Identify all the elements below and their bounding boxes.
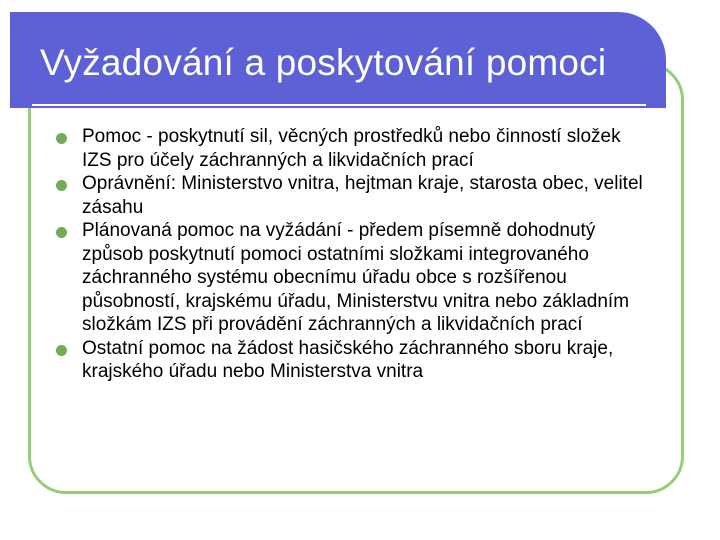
bullet-text: Pomoc - poskytnutí sil, věcných prostředků nebo činností složek IZS pro účely záchranných a likvidačních prací (82, 126, 621, 171)
bullet-text: Plánovaná pomoc na vyžádání - předem písemně dohodnutý způsob poskytnutí pomoci ostatními složkami integrovaného záchranného systému obecnímu úřadu obce s rozšířenou působností, krajskému úřadu, Ministerstvu vnitra nebo základním složkám IZS při provádění záchranných a likvidačních prací (82, 220, 630, 335)
bullet-dot-icon (56, 345, 67, 356)
bullet-text: Ostatní pomoc na žádost hasičského záchranného sboru kraje, krajského úřadu nebo Ministerstva vnitra (82, 337, 614, 382)
bullet-dot-icon (56, 227, 67, 238)
title-bar (10, 12, 666, 108)
bullet-item (54, 219, 654, 337)
bullet-dot-icon (56, 133, 67, 144)
title-underline (32, 104, 646, 106)
bullet-item (54, 125, 654, 172)
bullet-dot-icon (56, 180, 67, 191)
bullet-list (54, 125, 654, 384)
slide-title: Vyžadování a poskytování pomoci (40, 42, 607, 83)
bullet-text: Oprávnění: Ministerstvo vnitra, hejtman kraje, starosta obec, velitel zásahu (82, 173, 643, 218)
bullet-item (54, 337, 654, 384)
bullet-item (54, 172, 654, 219)
